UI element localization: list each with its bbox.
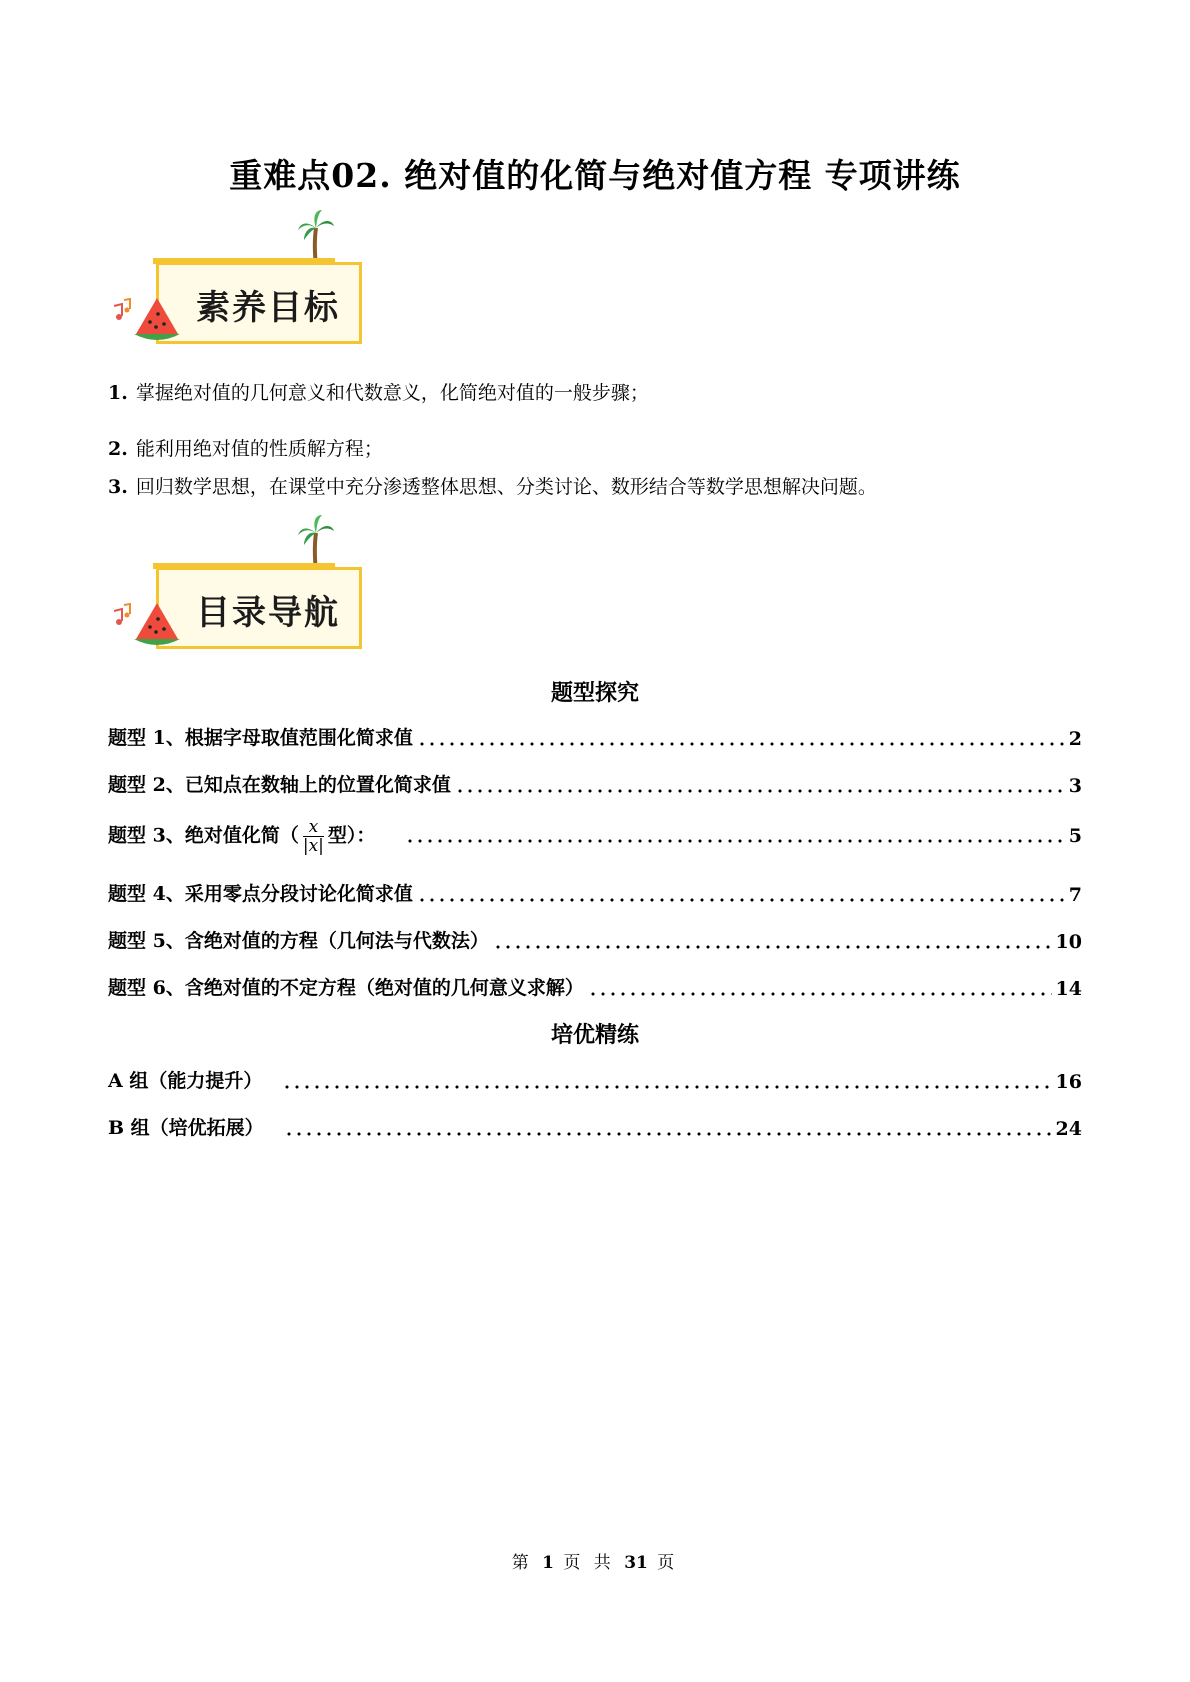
toc-entry[interactable]: B 组（培优拓展） 24 — [108, 1117, 1082, 1140]
toc-entry[interactable]: 题型 2、已知点在数轴上的位置化简求值 3 — [108, 774, 1082, 797]
toc-entry[interactable]: 题型 3、绝对值化简（ $\frac{x}{|x|}$ 型）： 5 — [108, 816, 1082, 856]
objective-item: 3. 回归数学思想，在课堂中充分渗透整体思想、分类讨论、数形结合等数学思想解决问题。 — [108, 476, 877, 498]
watermelon-icon — [112, 294, 182, 344]
section-heading-practice: 培优精练 — [550, 1022, 639, 1048]
toc-entry[interactable]: 题型 1、根据字母取值范围化简求值 2 — [108, 727, 1082, 750]
fraction-x-over-abs-x: $\frac{x}{|x|}$ — [302, 816, 324, 856]
goals-badge-label: 素养目标 — [196, 288, 340, 328]
toc-entry[interactable]: 题型 5、含绝对值的方程（几何法与代数法） 10 — [108, 930, 1082, 953]
watermelon-icon — [112, 599, 182, 649]
nav-badge — [112, 515, 372, 655]
page-footer: 第 1 页 共 31 页 — [511, 1553, 679, 1573]
objective-item: 2. 能利用绝对值的性质解方程； — [108, 438, 383, 460]
goals-badge — [112, 210, 372, 350]
section-heading-explore: 题型探究 — [550, 680, 639, 706]
toc-entry[interactable]: 题型 6、含绝对值的不定方程（绝对值的几何意义求解） 14 — [108, 977, 1082, 1000]
document-title: 重难点02. 绝对值的化简与绝对值方程 专项讲练 — [229, 156, 961, 195]
objective-item: 1. 掌握绝对值的几何意义和代数意义，化简绝对值的一般步骤； — [108, 382, 649, 404]
toc-entry[interactable]: 题型 4、采用零点分段讨论化简求值 7 — [108, 883, 1082, 906]
nav-badge-label: 目录导航 — [196, 593, 340, 633]
toc-entry[interactable]: A 组（能力提升） 16 — [108, 1070, 1082, 1093]
